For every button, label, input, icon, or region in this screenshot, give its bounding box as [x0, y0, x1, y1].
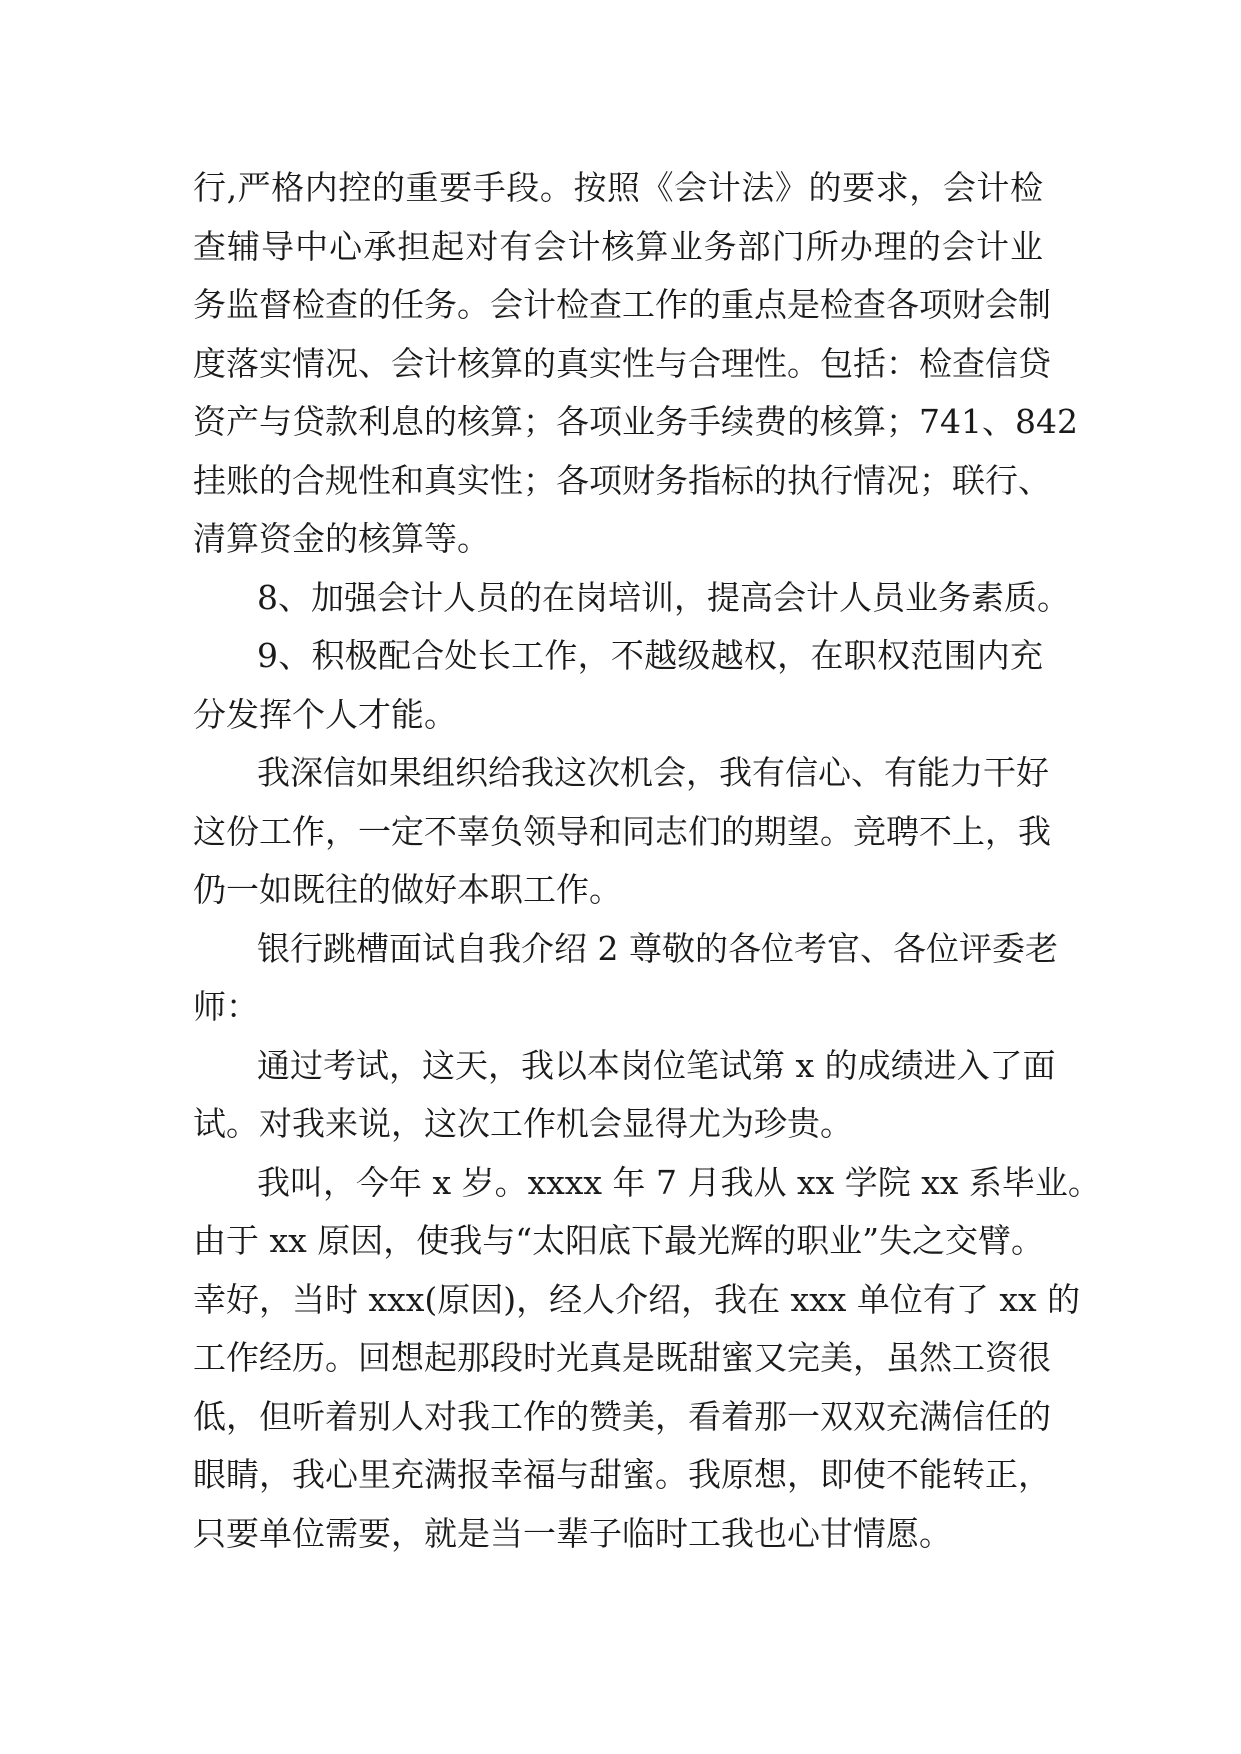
- text-line: 由于 xx 原因，使我与“太阳底下最光辉的职业”失之交臂。: [193, 1221, 1044, 1260]
- text-line: 务监督检查的任务。会计检查工作的重点是检查各项财会制: [193, 285, 1051, 324]
- text-line: 9、积极配合处长工作，不越级越权，在职权范围内充: [257, 636, 1043, 675]
- text-line: 眼睛，我心里充满报幸福与甜蜜。我原想，即使不能转正，: [193, 1455, 1051, 1494]
- text-line: 通过考试，这天，我以本岗位笔试第 x 的成绩进入了面: [257, 1045, 1056, 1085]
- text-line: 分发挥个人才能。: [193, 694, 457, 734]
- text-line: 工作经历。回想起那段时光真是既甜蜜又完美，虽然工资很: [193, 1338, 1051, 1377]
- text-line: 我深信如果组织给我这次机会，我有信心、有能力干好: [257, 753, 1049, 792]
- text-line: 低，但听着别人对我工作的赞美，看着那一双双充满信任的: [193, 1396, 1051, 1436]
- text-line: 幸好，当时 xxx(原因)，经人介绍，我在 xxx 单位有了 xx 的: [193, 1279, 1081, 1319]
- document-body: [193, 159, 1101, 1563]
- text-line: 清算资金的核算等。: [193, 519, 490, 558]
- text-line: 度落实情况、会计核算的真实性与合理性。包括：检查信贷: [193, 343, 1051, 383]
- text-line: 这份工作，一定不辜负领导和同志们的期望。竞聘不上，我: [193, 811, 1051, 851]
- text-line: 我叫，今年 x 岁。xxxx 年 7 月我从 xx 学院 xx 系毕业。: [257, 1162, 1101, 1202]
- text-line: 8、加强会计人员的在岗培训，提高会计人员业务素质。: [257, 577, 1070, 617]
- text-line: 试。对我来说，这次工作机会显得尤为珍贵。: [193, 1104, 853, 1143]
- text-line: 银行跳槽面试自我介绍 2 尊敬的各位考官、各位评委老: [257, 928, 1058, 968]
- text-line: 资产与贷款利息的核算；各项业务手续费的核算；741、842: [193, 402, 1078, 441]
- text-line: 行,严格内控的重要手段。按照《会计法》的要求，会计检: [193, 168, 1043, 207]
- text-line: 师：: [193, 987, 259, 1026]
- text-line: 仍一如既往的做好本职工作。: [193, 870, 622, 909]
- text-line: 挂账的合规性和真实性；各项财务指标的执行情况；联行、: [193, 460, 1051, 500]
- text-line: 只要单位需要，就是当一辈子临时工我也心甘情愿。: [193, 1513, 952, 1553]
- text-line: 查辅导中心承担起对有会计核算业务部门所办理的会计业: [193, 226, 1043, 266]
